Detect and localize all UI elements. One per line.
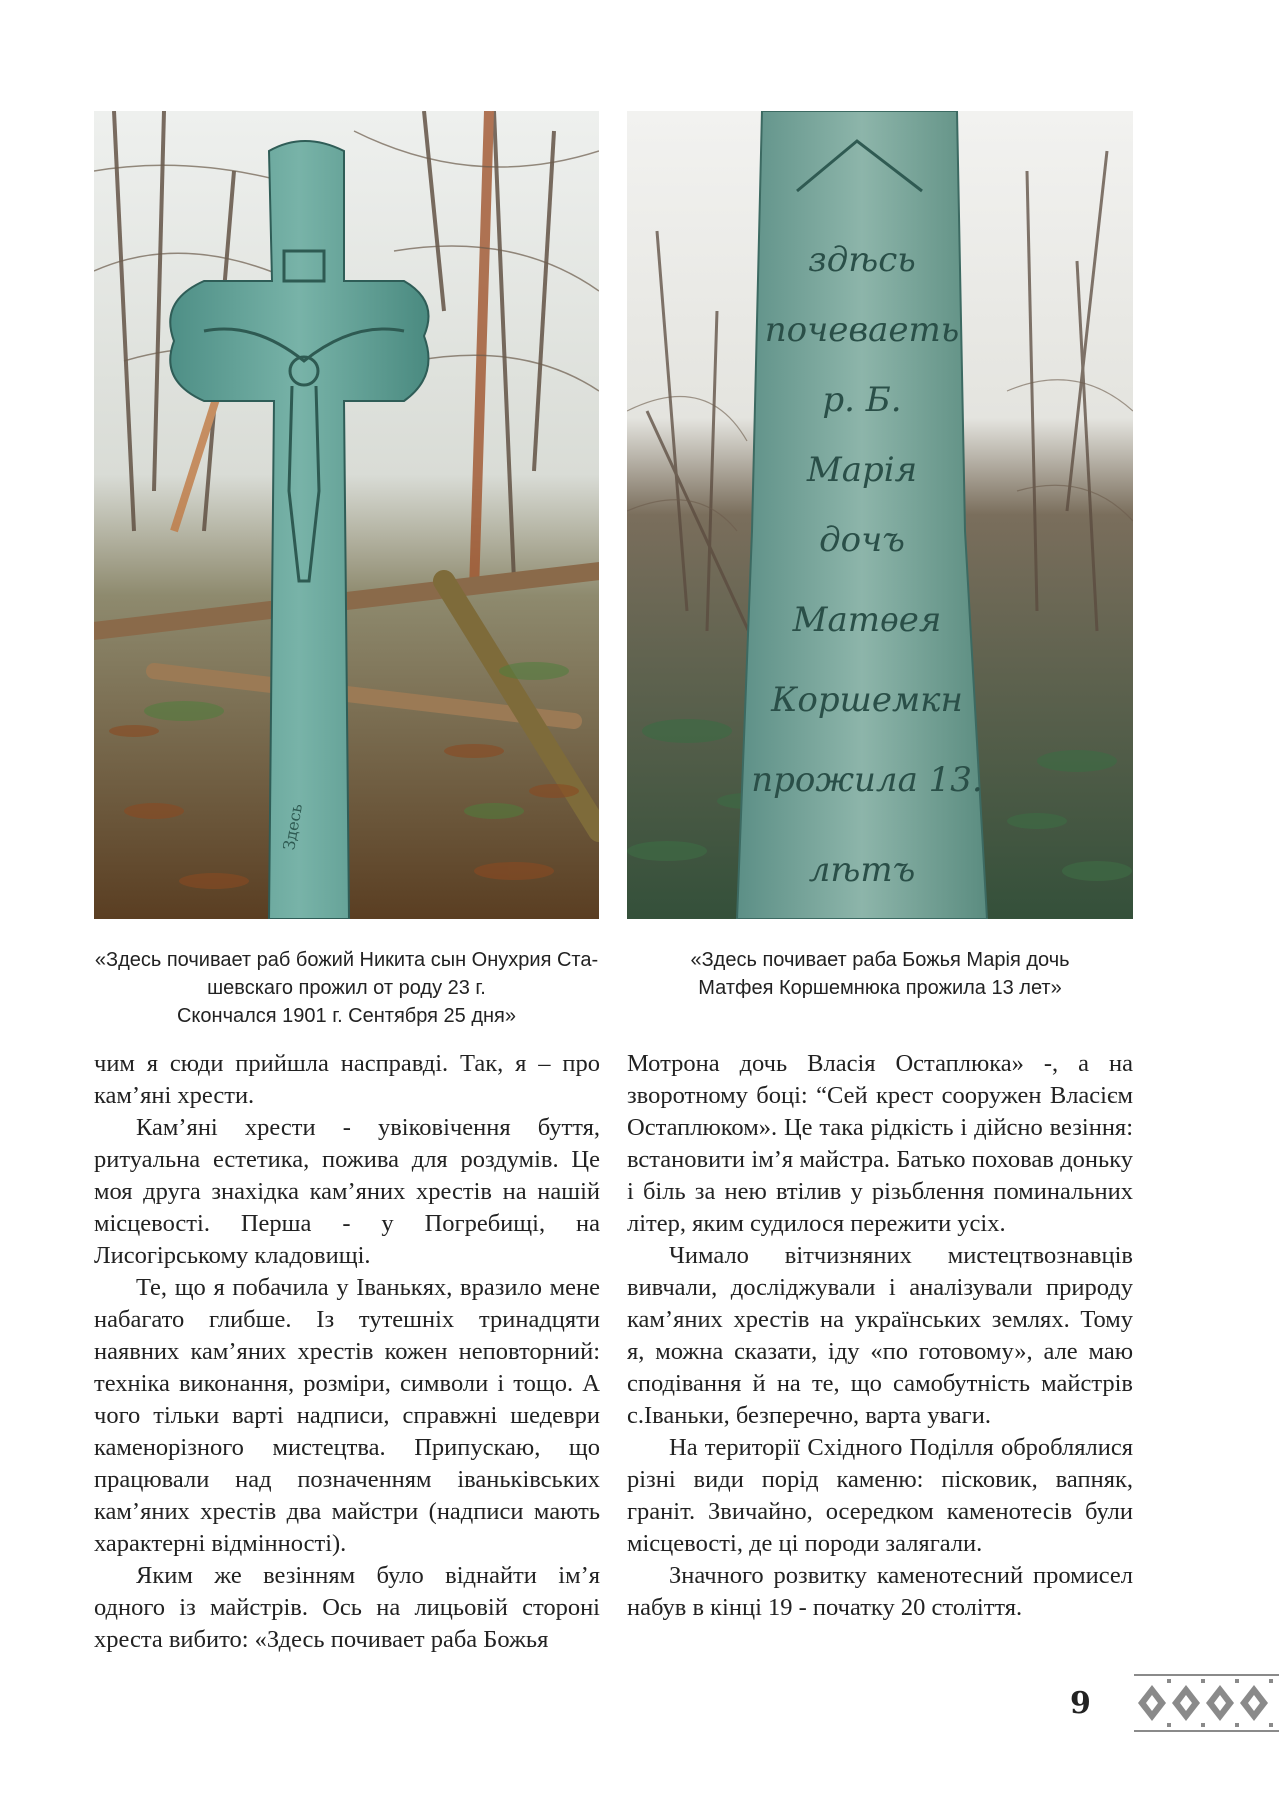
svg-text:Здесь: Здесь (279, 802, 307, 852)
stone-cross-image (94, 111, 599, 919)
paragraph: Мотрона дочь Власія Остаплюка» -, а на зворотному боці: “Сей крест сооружен Власієм Остаплюком». Це така рідкість і дійсно везіння: встановити ім’я майстра. Батько поховав доньку і біль за нею втілив у різьблення поминальних літер, яким судилося пережити усіх. (627, 1050, 1133, 1237)
caption-line: Скончался 1901 г. Сентября 25 дня» (176, 1005, 516, 1027)
stone-pillar-image (627, 111, 1133, 919)
caption-line: Матфея Коршемнюка прожила 13 лет» (698, 977, 1062, 999)
inscription-line: дочъ (819, 520, 905, 560)
caption-line: шевскаго прожил от роду 23 г. (207, 977, 486, 999)
paragraph: Значного розвитку каменотесний промисел набув в кінці 19 - початку 20 століття. (627, 1562, 1133, 1621)
paragraph: Кам’яні хрести - увіковічення буття, ритуальна естетика, пожива для роздумів. Це моя друга знахідка кам’яних хрестів на нашій місцевості. Перша - у Погребищі, на Лисогірському кладовищі. (94, 1114, 600, 1269)
photo-caption-right (627, 946, 1133, 1002)
article-column-right (627, 1048, 1133, 1624)
paragraph: На території Східного Поділля оброблялися різні види порід каменю: пісковик, вапняк, граніт. Звичайно, осередком каменотесів були місцевості, де ці породи залягали. (627, 1434, 1133, 1557)
photo-caption-left (94, 946, 599, 1030)
paragraph: Те, що я побачила у Іванькях, вразило мене набагато глибше. Із тутешніх тринадцяти наявних кам’яних хрестів кожен неповторний: техніка виконання, розміри, символи і тощо. А чого тільки варті надписи, справжні шедеври каменорізного мистецтва. Припускаю, що працювали над позначенням іваньківських кам’яних хрестів два майстри (надписи мають характерні відмінності). (94, 1274, 600, 1557)
page-number: 9 (1070, 1686, 1091, 1721)
inscription-line: р. Б. (822, 380, 902, 420)
caption-line: «Здесь почивает раба Божья Марія дочь (690, 949, 1070, 971)
inscription-line: лѣтъ (808, 850, 916, 890)
inscription-line: Марія (806, 450, 918, 490)
inscription-line: здѣсь (808, 240, 916, 280)
paragraph: Яким же везінням було віднайти ім’я одного із майстрів. Ось на лицьовій стороні хреста вибито: «Здесь почивает раба Божья (94, 1562, 600, 1653)
inscription-line: Коршемкн (771, 680, 963, 720)
inscription-line: почеваеть (764, 310, 960, 350)
paragraph: Чимало вітчизняних мистецтвознавців вивчали, досліджували і аналізували природу кам’яних хрестів на українських землях. Тому я, можна сказати, іду «по готовому», але маю сподівання й на те, що самобутність майстрів с.Іваньки, безперечно, варта уваги. (627, 1242, 1133, 1429)
inscription-line: прожила 13. (751, 760, 983, 800)
caption-line: «Здесь почивает раб божий Никита сын Онухрия Ста- (94, 949, 599, 971)
photo-stone-cross (94, 111, 599, 919)
embroidery-ornament (1134, 1671, 1279, 1735)
photo-stone-pillar (627, 111, 1133, 919)
article-column-left (94, 1048, 600, 1656)
paragraph: чим я сюди прийшла насправді. Так, я – про кам’яні хрести. (94, 1050, 600, 1109)
inscription-line: Матѳея (792, 600, 942, 640)
